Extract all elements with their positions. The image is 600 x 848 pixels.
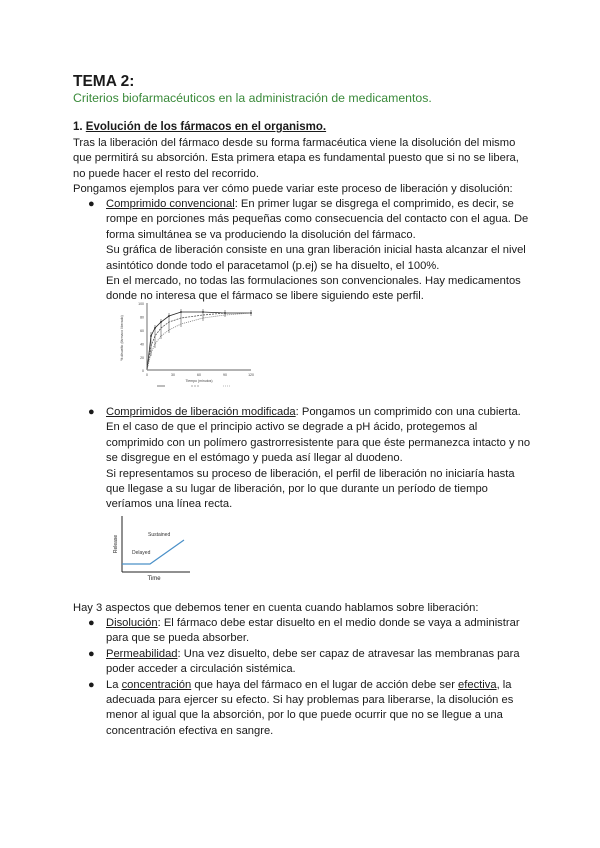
y-tick-label: 80	[140, 315, 144, 320]
bullet-paragraph	[106, 405, 533, 467]
list-item	[73, 647, 533, 678]
x-tick-label: 0	[146, 373, 148, 377]
bullet-icon: ●	[88, 198, 95, 210]
bullet-icon: ●	[88, 678, 95, 691]
y-tick-label: 100	[138, 302, 144, 306]
x-tick-label: 30	[171, 373, 175, 377]
y-tick-label: 0	[142, 369, 144, 373]
release-curve-1	[147, 312, 251, 370]
modified-release-figure	[110, 512, 194, 582]
release-bullet-list-2	[73, 405, 533, 513]
aspects-bullet-list	[73, 616, 533, 739]
intro-paragraph: Tras la liberación del fármaco desde su forma farmacéutica viene la disolución del mismo que permitirá su absorción. Esta primera etapa es fundamental puesto que si no se libera, no puede hacer el resto del recorrido.	[73, 137, 519, 180]
aspects-intro: Hay 3 aspectos que debemos tener en cuenta cuando hablamos sobre liberación:	[73, 602, 479, 614]
section-number: 1.	[73, 121, 86, 133]
release-bullet-list	[73, 197, 533, 305]
bullet-paragraph	[106, 197, 533, 243]
examples-intro: Pongamos ejemplos para ver cómo puede variar este proceso de liberación y disolución:	[73, 183, 513, 195]
bullet-text: : El fármaco debe estar disuelto en el medio donde se vaya a administrar para que se pueda absorber.	[106, 617, 520, 645]
modified-release-chart	[110, 512, 194, 582]
bullet-term-2: efectiva	[458, 678, 497, 691]
section-heading	[73, 121, 326, 133]
bullet-text: , la adecuada para ejercer su efecto. Si hay problemas para liberarse, la disolución es menor al igual que la absorción, por lo que puede ocurrir que no se llegue a una concentración efectiva en sangre.	[106, 678, 514, 737]
bullet-term: Disolución	[106, 617, 158, 629]
x-tick-label: 120	[248, 373, 254, 377]
conventional-release-figure	[113, 298, 258, 390]
section-heading-text: Evolución de los fármacos en el organismo.	[85, 121, 327, 133]
bullet-term: Comprimidos de liberación modificada	[106, 406, 296, 418]
y-tick-label: 60	[140, 329, 144, 333]
bullet-pre: La	[106, 678, 122, 691]
release-curve-2	[147, 313, 251, 370]
x-tick-label: 60	[197, 373, 201, 377]
bullet-text: : Pongamos un comprimido con una cubierta. En el caso de que el principio activo se degrade a pH ácido, protegemos al comprimido con un polímero gastrorresistente para que éste permanezca intacto y no se disgregue en el estómago y pueda así llegar al duodeno.	[106, 406, 531, 465]
conventional-release-chart	[113, 298, 258, 390]
error-bars	[151, 309, 251, 356]
bullet-mid: que haya del fármaco en el lugar de acción debe ser	[191, 678, 459, 691]
bullet-text: : En primer lugar se disgrega el comprimido, es decir, se rompe en porciones más pequeñas como consecuencia del contacto con el agua. De forma simultánea se va produciendo la disolución del fármaco.	[106, 198, 529, 241]
release-curve-3	[147, 313, 251, 370]
bullet-icon: ●	[88, 647, 95, 660]
x-axis-label: Tiempo (minutos)	[185, 379, 213, 383]
page-subtitle: Criterios biofarmacéuticos en la administración de medicamentos.	[73, 91, 432, 105]
y-axis-label: Release	[113, 534, 119, 554]
x-axis-label: Time	[147, 576, 161, 582]
bullet-paragraph	[106, 647, 533, 678]
y-tick-label: 20	[140, 356, 144, 360]
list-item	[73, 678, 533, 740]
bullet-extra: Su gráfica de liberación consiste en una gran liberación inicial hasta alcanzar el nivel asintótico donde todo el paracetamol (p.ej) se ha disuelto, el 100%.	[106, 244, 526, 272]
bullet-icon: ●	[88, 617, 95, 629]
page-title: TEMA 2:	[73, 73, 135, 90]
bullet-term: concentración	[121, 678, 192, 691]
bullet-extra: En el mercado, no todas las formulaciones son convencionales. Hay medicamentos donde no interesa que el fármaco se libere siguiendo este perfil.	[106, 275, 521, 303]
bullet-extra: Si representamos su proceso de liberación, el perfil de liberación no iniciaría hasta que llegase a su lugar de liberación, por lo que durante un período de tiempo veríamos una línea recta.	[106, 467, 515, 511]
delayed-label: Delayed	[132, 550, 151, 556]
bullet-text: : Una vez disuelto, debe ser capaz de atravesar las membranas para poder acceder a circulación sistémica.	[106, 647, 520, 676]
bullet-paragraph	[106, 616, 533, 647]
list-item	[73, 197, 533, 305]
list-item	[73, 616, 533, 647]
bullet-icon: ●	[88, 406, 95, 418]
sustained-label: Sustained	[148, 532, 171, 538]
bullet-term: Permeabilidad	[106, 647, 178, 660]
x-tick-label: 90	[223, 373, 227, 377]
bullet-paragraph	[106, 678, 533, 740]
bullet-term: Comprimido convencional	[106, 198, 235, 210]
y-axis-label: % disuelto (fármaco liberado)	[120, 315, 124, 361]
y-tick-label: 40	[140, 342, 144, 347]
list-item	[73, 405, 533, 513]
